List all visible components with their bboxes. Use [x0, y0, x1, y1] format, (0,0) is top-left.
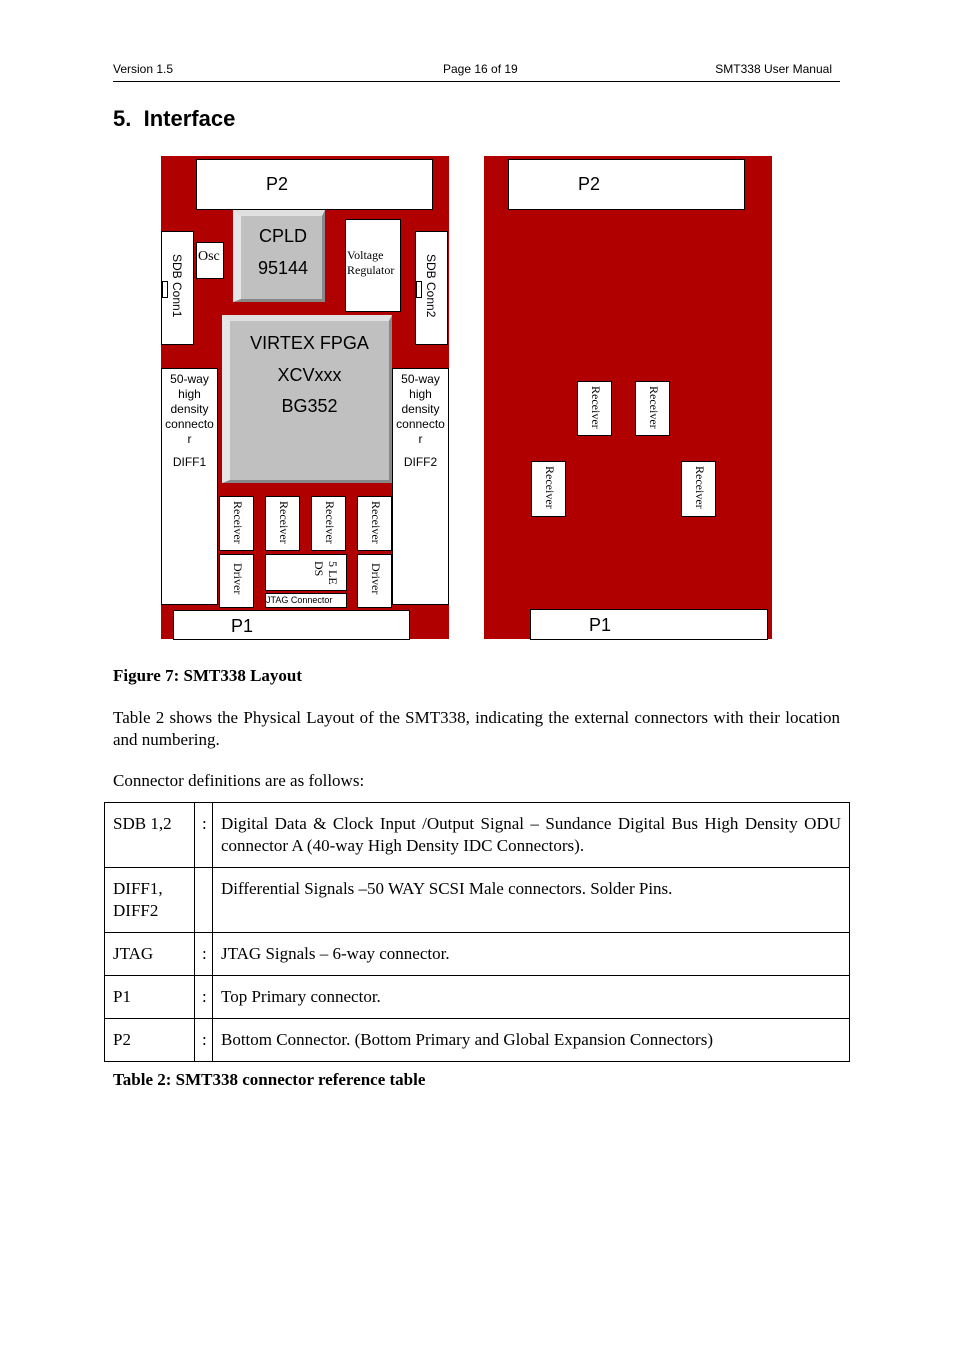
cpld-label: CPLD	[258, 226, 307, 246]
leds-block	[265, 554, 347, 591]
voltage-regulator-label: Voltage Regulator	[347, 248, 395, 277]
oscillator	[196, 242, 224, 279]
diff2-description: 50-way high density connecto r	[396, 372, 445, 446]
receiver-b4-label: Receiver	[693, 466, 707, 509]
sdb-conn2-label: SDB Conn2	[424, 254, 438, 318]
table-row	[105, 803, 850, 868]
connector-reference-table	[104, 802, 850, 1062]
fpga-chip	[222, 315, 392, 483]
receiver-b3	[531, 461, 566, 517]
table-cell-name: P1	[105, 976, 195, 1019]
receiver-4-label: Receiver	[369, 501, 383, 544]
table-cell-description: Differential Signals –50 WAY SCSI Male connectors. Solder Pins.	[213, 868, 850, 933]
receiver-b3-label: Receiver	[543, 466, 557, 509]
diff1-connector	[161, 368, 218, 605]
receiver-b4	[681, 461, 716, 517]
p1-connector	[173, 610, 410, 640]
p2-label-bottom: P2	[578, 174, 601, 194]
table-cell-description: Bottom Connector. (Bottom Primary and Global Expansion Connectors)	[213, 1019, 850, 1062]
p1-connector-bottom	[530, 609, 768, 640]
receiver-3-label: Receiver	[323, 501, 337, 544]
p2-label: P2	[266, 174, 289, 194]
receiver-1-label: Receiver	[231, 501, 245, 544]
cpld-chip	[233, 210, 325, 302]
fpga-label: VIRTEX FPGA	[250, 333, 369, 353]
sdb-conn1-label: SDB Conn1	[170, 254, 184, 318]
receiver-1	[219, 496, 254, 551]
table-cell-description: Top Primary connector.	[213, 976, 850, 1019]
table-cell-separator	[195, 868, 213, 933]
voltage-regulator	[345, 219, 401, 312]
receiver-b2-label: Receiver	[647, 386, 661, 429]
table-cell-separator: :	[195, 933, 213, 976]
diff1-label: DIFF1	[172, 455, 207, 469]
table-row	[105, 1019, 850, 1062]
p1-label: P1	[231, 616, 254, 636]
osc-label: Osc	[198, 249, 220, 264]
fpga-package: BG352	[281, 396, 338, 416]
table-cell-name: P2	[105, 1019, 195, 1062]
table-caption: Table 2: SMT338 connector reference table	[113, 1070, 426, 1089]
table-cell-separator: :	[195, 803, 213, 868]
header-page-number: Page 16 of 19	[443, 62, 518, 76]
receiver-2-label: Receiver	[277, 501, 291, 544]
driver-right	[357, 554, 392, 608]
receiver-b2	[635, 381, 670, 436]
table-cell-description: JTAG Signals – 6-way connector.	[213, 933, 850, 976]
driver-left	[219, 554, 254, 608]
receiver-4	[357, 496, 392, 551]
table-cell-separator: :	[195, 976, 213, 1019]
header-doc-title: SMT338 User Manual	[715, 62, 832, 76]
table-cell-description: Digital Data & Clock Input /Output Signal – Sundance Digital Bus High Density ODU connector A (40-way High Density IDC Connectors).	[213, 803, 850, 868]
table-cell-name: SDB 1,2	[105, 803, 195, 868]
jtag-connector	[265, 593, 347, 608]
jtag-label: JTAG Connector	[266, 595, 333, 605]
receiver-3	[311, 496, 346, 551]
driver-right-label: Driver	[369, 563, 383, 595]
receiver-b1	[577, 381, 612, 436]
board-bottom-view	[484, 156, 772, 639]
driver-left-label: Driver	[231, 563, 245, 595]
receiver-b1-label: Receiver	[589, 386, 603, 429]
table-row	[105, 976, 850, 1019]
diff2-label: DIFF2	[403, 455, 438, 469]
fpga-part-number: XCVxxx	[277, 365, 342, 385]
table-row	[105, 933, 850, 976]
p2-connector-bottom	[508, 159, 745, 210]
header-rule	[113, 81, 840, 82]
cpld-part-number: 95144	[257, 258, 309, 278]
diff1-description: 50-way high density connecto r	[165, 372, 214, 446]
p2-connector	[196, 159, 433, 210]
receiver-2	[265, 496, 300, 551]
section-number: 5.	[113, 106, 132, 131]
section-title: Interface	[143, 106, 236, 131]
table-row	[105, 868, 850, 933]
leds-label: 5 LE DS	[312, 561, 340, 585]
table-cell-name: JTAG	[105, 933, 195, 976]
paragraph-connector-intro: Connector definitions are as follows:	[113, 771, 365, 790]
diff2-connector	[392, 368, 449, 605]
table-cell-name: DIFF1, DIFF2	[105, 868, 195, 933]
board-top-view	[161, 156, 449, 639]
sdb-conn1-pin	[162, 281, 168, 298]
table-cell-separator: :	[195, 1019, 213, 1062]
p1-label-bottom: P1	[589, 615, 612, 635]
paragraph-layout-description: Table 2 shows the Physical Layout of the SMT338, indicating the external connectors with their location and numbering.	[113, 708, 840, 749]
header-version: Version 1.5	[113, 62, 174, 76]
section-heading	[113, 106, 235, 132]
sdb-conn2-pin	[416, 281, 422, 298]
figure-caption: Figure 7: SMT338 Layout	[113, 666, 303, 685]
